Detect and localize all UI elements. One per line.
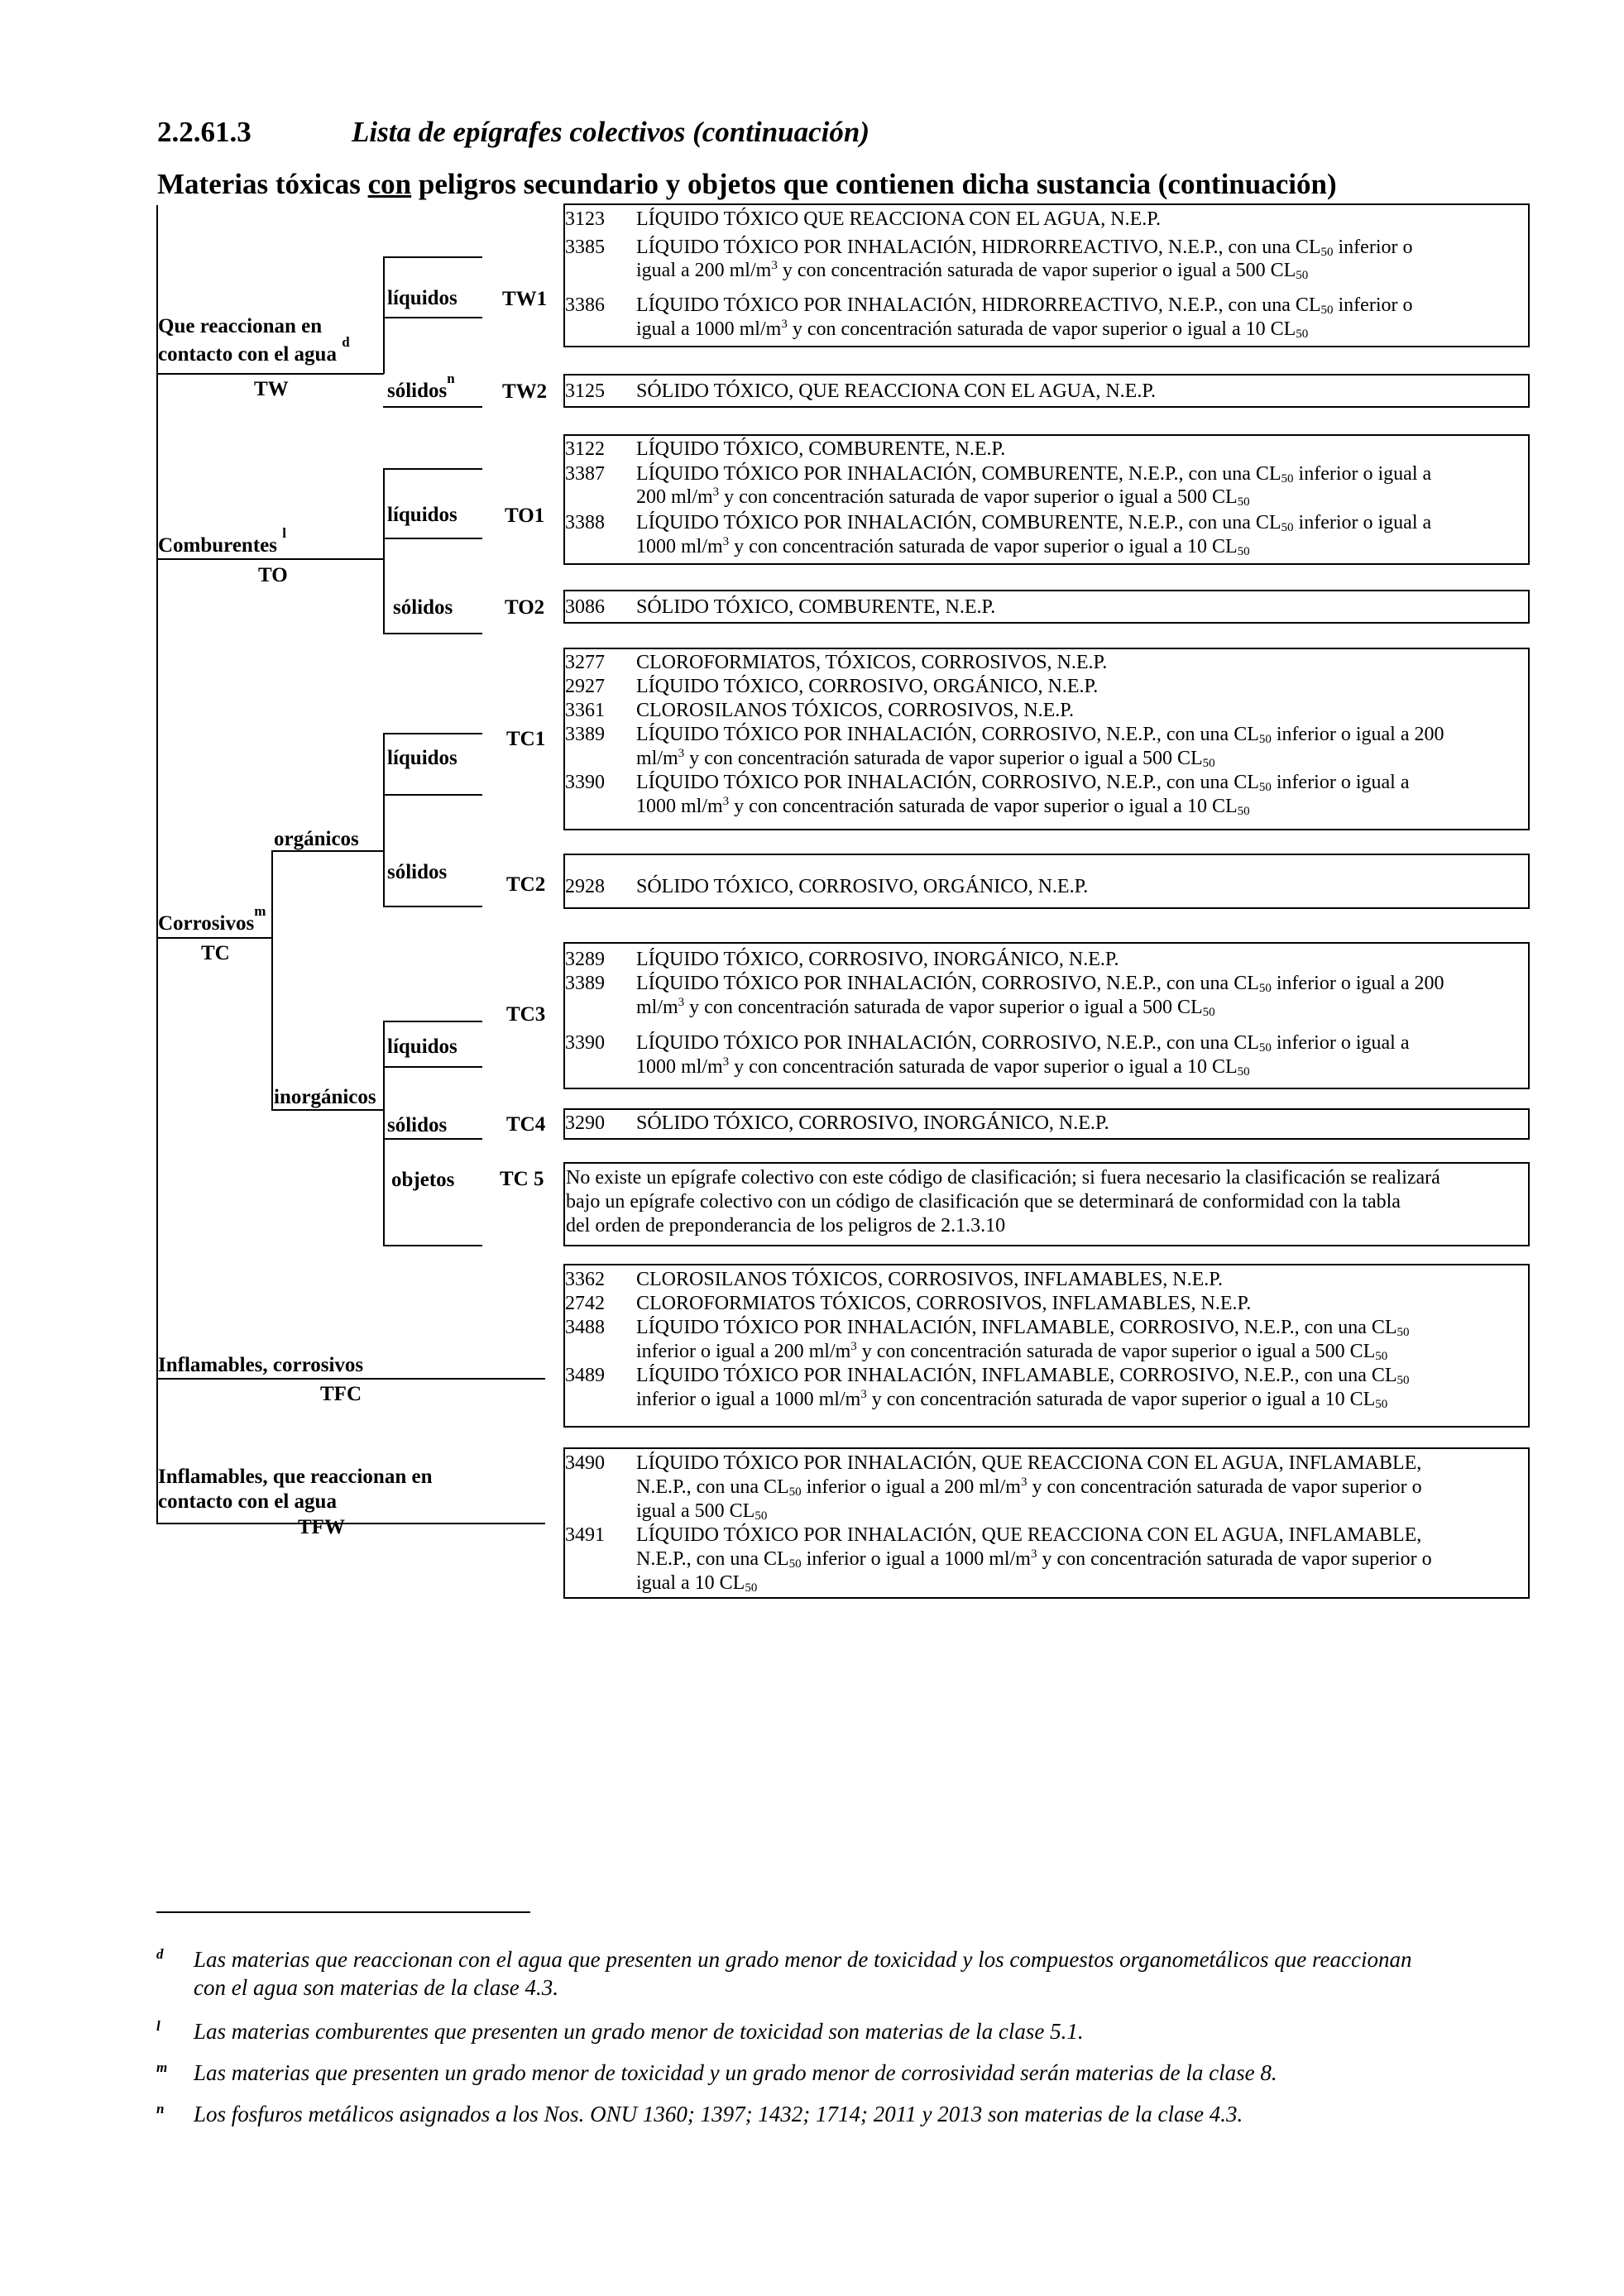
label-tc-org-solids: sólidos — [387, 861, 448, 883]
footnote-mark-d: d — [342, 333, 350, 350]
code-tc4: TC4 — [506, 1113, 546, 1136]
label-inorganic: inorgánicos — [274, 1086, 376, 1108]
code-tfw: TFW — [298, 1516, 345, 1538]
label-water-reactive-line1: Que reaccionan en — [158, 315, 323, 337]
label-to-liquids: líquidos — [387, 504, 457, 526]
label-flammable-water-reactive — [158, 1465, 433, 1514]
subheading — [157, 168, 1337, 201]
footnote-text: Las materias que reaccionan con el agua que presenten un grado menor de toxicidad y los compuestos organometálicos que reaccionan — [194, 1947, 1412, 1972]
label-flammable-corrosive: Inflamables, corrosivos — [158, 1354, 364, 1376]
footnote-marker: n — [156, 2101, 165, 2117]
footnote-marker: d — [156, 1946, 164, 1962]
label-corrosive: Corrosivos$^m$ — [158, 902, 266, 935]
code-tc2: TC2 — [506, 873, 546, 896]
footnote-text: con el agua son materias de la clase 4.3. — [194, 1975, 558, 2000]
footnote-mark-n: n — [447, 370, 455, 386]
subheading-part2: peligros secundario y objetos que contienen dicha sustancia (continuación) — [411, 168, 1337, 200]
footnote-separator — [156, 1911, 530, 1913]
section-number: 2.2.61.3 — [157, 116, 252, 148]
label-tw-solids: sólidos$^n$ — [387, 370, 455, 402]
code-tc3: TC3 — [506, 1003, 546, 1026]
footnote-mark-m: m — [254, 902, 266, 919]
label-organic: orgánicos — [274, 828, 359, 850]
code-to1: TO1 — [505, 505, 545, 527]
label-objects: objetos — [391, 1169, 455, 1191]
subheading-part1: Materias tóxicas — [157, 168, 368, 200]
footnote-marker: m — [156, 2059, 168, 2075]
code-to2: TO2 — [505, 596, 545, 619]
label-tw-liquids: líquidos — [387, 287, 457, 309]
footnote-mark-l: l — [282, 524, 286, 541]
code-tw: TW — [254, 378, 289, 400]
code-tw2: TW2 — [502, 380, 548, 403]
footnote-text: Las materias que presenten un grado menor de toxicidad y un grado menor de corrosividad serán materias de la clase 8. — [194, 2060, 1277, 2085]
footnote-text: Los fosfuros metálicos asignados a los Nos. ONU 1360; 1397; 1432; 1714; 2011 y 2013 son materias de la clase 4.3. — [194, 2102, 1243, 2126]
tc5-note-line3: del orden de preponderancia de los peligros de 2.1.3.10 — [566, 1215, 1006, 1236]
code-tw1: TW1 — [502, 288, 548, 310]
code-tc: TC — [201, 942, 230, 964]
code-tc5: TC 5 — [500, 1168, 544, 1190]
code-tfc: TFC — [320, 1383, 362, 1405]
label-flammable-water-line2: contacto con el agua — [158, 1490, 337, 1513]
label-flammable-water-line1: Inflamables, que reaccionan en — [158, 1466, 433, 1488]
label-water-reactive-line2: contacto con el agua $^d$ — [158, 333, 350, 366]
tc5-note-line1: No existe un epígrafe colectivo con este código de clasificación; si fuera necesario la clasificación se realizará — [566, 1167, 1440, 1189]
label-tc-inorg-solids: sólidos — [387, 1114, 448, 1136]
subheading-underlined: con — [367, 168, 412, 200]
code-to: TO — [258, 564, 288, 586]
label-oxidizing: Comburentes $^l$ — [158, 524, 286, 557]
label-tc-inorg-liquids: líquidos — [387, 1036, 457, 1058]
section-title: Lista de epígrafes colectivos (continuación) — [352, 116, 870, 148]
code-tc1: TC1 — [506, 728, 546, 750]
tc5-note-line2: bajo un epígrafe colectivo con un código de clasificación que se determinará de conformidad con la tabla — [566, 1191, 1401, 1213]
footnote-marker: l — [156, 2018, 160, 2034]
label-water-reactive — [158, 314, 350, 367]
label-tc-org-liquids: líquidos — [387, 747, 457, 769]
label-to-solids: sólidos — [393, 596, 453, 619]
footnote-text: Las materias comburentes que presenten un grado menor de toxicidad son materias de la clase 5.1. — [194, 2019, 1084, 2044]
